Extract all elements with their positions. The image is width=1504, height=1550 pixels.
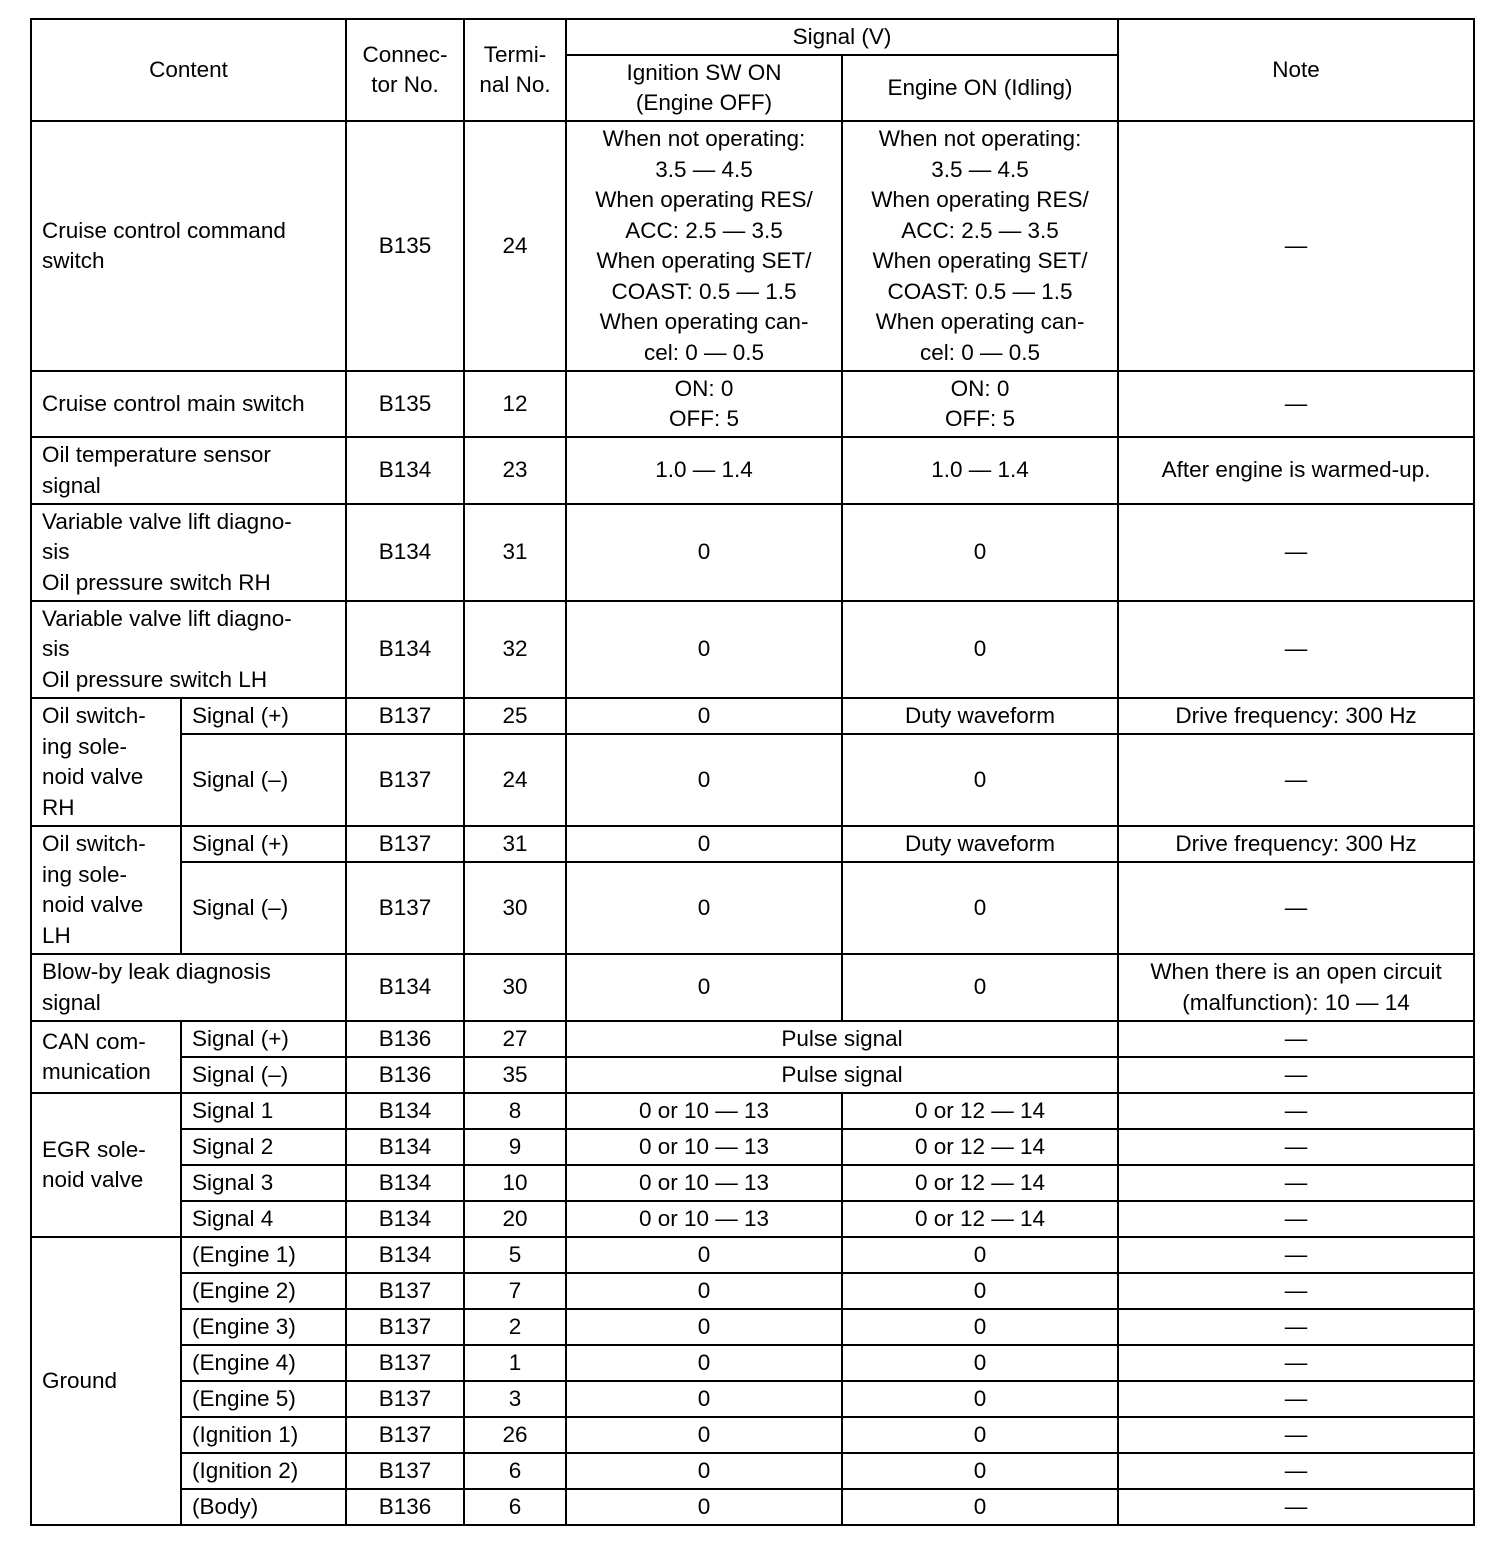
eng-value-cell: 0 or 12 — 14 xyxy=(842,1165,1118,1201)
table-row xyxy=(31,734,1474,826)
ign-value-cell: 0 xyxy=(566,1381,842,1417)
ign-value-cell: 0 xyxy=(566,601,842,698)
eng-value-cell: 0 xyxy=(842,954,1118,1021)
table-row xyxy=(31,1273,1474,1309)
terminal-cell: 6 xyxy=(464,1489,566,1525)
note-cell: — xyxy=(1118,1453,1474,1489)
table-row xyxy=(31,601,1474,698)
eng-value-cell: 0 xyxy=(842,1237,1118,1273)
connector-cell: B137 xyxy=(346,1417,464,1453)
eng-value-cell: 0 xyxy=(842,862,1118,954)
note-cell: — xyxy=(1118,862,1474,954)
note-cell: When there is an open circuit (malfunction): 10 — 14 xyxy=(1118,954,1474,1021)
row-label: Variable valve lift diagno- sis Oil pressure switch LH xyxy=(31,601,346,698)
header-engine-on: Engine ON (Idling) xyxy=(842,55,1118,121)
sub-label: Signal 3 xyxy=(181,1165,346,1201)
connector-cell: B137 xyxy=(346,1345,464,1381)
connector-cell: B137 xyxy=(346,1381,464,1417)
eng-value-cell: 0 xyxy=(842,1453,1118,1489)
group-label: Oil switch- ing sole- noid valve LH xyxy=(31,826,181,954)
note-cell: — xyxy=(1118,734,1474,826)
table-row xyxy=(31,826,1474,862)
terminal-cell: 20 xyxy=(464,1201,566,1237)
signal-table-document xyxy=(30,18,1475,1526)
terminal-cell: 1 xyxy=(464,1345,566,1381)
ign-value-cell: 0 xyxy=(566,1489,842,1525)
sub-label: Signal (–) xyxy=(181,1057,346,1093)
connector-cell: B137 xyxy=(346,734,464,826)
row-label: Cruise control main switch xyxy=(31,371,346,437)
table-row xyxy=(31,862,1474,954)
eng-value-cell: 0 xyxy=(842,1273,1118,1309)
sub-label: (Ignition 1) xyxy=(181,1417,346,1453)
connector-cell: B134 xyxy=(346,954,464,1021)
sub-label: Signal (+) xyxy=(181,1021,346,1057)
header-terminal: Termi- nal No. xyxy=(464,19,566,121)
note-cell: — xyxy=(1118,504,1474,601)
sub-label: (Engine 3) xyxy=(181,1309,346,1345)
connector-cell: B134 xyxy=(346,1201,464,1237)
table-row xyxy=(31,1129,1474,1165)
eng-value-cell: 1.0 — 1.4 xyxy=(842,437,1118,504)
ign-value-cell: 0 xyxy=(566,1417,842,1453)
header-note: Note xyxy=(1118,19,1474,121)
row-label: Blow-by leak diagnosis signal xyxy=(31,954,346,1021)
note-cell: — xyxy=(1118,1201,1474,1237)
table-row xyxy=(31,1237,1474,1273)
connector-cell: B136 xyxy=(346,1057,464,1093)
eng-value-cell: 0 xyxy=(842,1489,1118,1525)
sub-label: (Engine 4) xyxy=(181,1345,346,1381)
table-row xyxy=(31,1201,1474,1237)
note-cell: — xyxy=(1118,1309,1474,1345)
note-cell: Drive frequency: 300 Hz xyxy=(1118,698,1474,734)
group-label: Oil switch- ing sole- noid valve RH xyxy=(31,698,181,826)
eng-value-cell: Duty waveform xyxy=(842,698,1118,734)
connector-cell: B134 xyxy=(346,1237,464,1273)
sub-label: Signal 4 xyxy=(181,1201,346,1237)
ign-value-cell: ON: 0 OFF: 5 xyxy=(566,371,842,437)
table-row xyxy=(31,1453,1474,1489)
table-row xyxy=(31,698,1474,734)
terminal-cell: 24 xyxy=(464,121,566,371)
note-cell: — xyxy=(1118,121,1474,371)
connector-cell: B137 xyxy=(346,698,464,734)
ign-value-cell: 0 xyxy=(566,698,842,734)
table-row xyxy=(31,954,1474,1021)
eng-value-cell: 0 or 12 — 14 xyxy=(842,1093,1118,1129)
terminal-cell: 10 xyxy=(464,1165,566,1201)
note-cell: — xyxy=(1118,371,1474,437)
note-cell: — xyxy=(1118,1489,1474,1525)
eng-value-cell: 0 or 12 — 14 xyxy=(842,1201,1118,1237)
header-row xyxy=(31,19,1474,55)
ign-value-cell: 0 or 10 — 13 xyxy=(566,1165,842,1201)
terminal-cell: 30 xyxy=(464,862,566,954)
ign-value-cell: 0 xyxy=(566,826,842,862)
ign-value-cell: 0 xyxy=(566,734,842,826)
eng-value-cell: 0 or 12 — 14 xyxy=(842,1129,1118,1165)
table-row xyxy=(31,1057,1474,1093)
terminal-cell: 30 xyxy=(464,954,566,1021)
ign-value-cell: 0 xyxy=(566,1345,842,1381)
table-row xyxy=(31,504,1474,601)
eng-value-cell: When not operating: 3.5 — 4.5 When operating RES/ ACC: 2.5 — 3.5 When operating SET/ COAST: 0.5 — 1.5 When operating can- cel: 0 — 0.5 xyxy=(842,121,1118,371)
connector-cell: B134 xyxy=(346,1093,464,1129)
table-row xyxy=(31,437,1474,504)
eng-value-cell: 0 xyxy=(842,601,1118,698)
eng-value-cell: ON: 0 OFF: 5 xyxy=(842,371,1118,437)
terminal-cell: 31 xyxy=(464,504,566,601)
terminal-cell: 5 xyxy=(464,1237,566,1273)
terminal-cell: 26 xyxy=(464,1417,566,1453)
note-cell: — xyxy=(1118,1381,1474,1417)
ign-value-cell: When not operating: 3.5 — 4.5 When operating RES/ ACC: 2.5 — 3.5 When operating SET/ COAST: 0.5 — 1.5 When operating can- cel: 0 — 0.5 xyxy=(566,121,842,371)
ecm-signal-table xyxy=(30,18,1475,1526)
connector-cell: B137 xyxy=(346,1309,464,1345)
table-row xyxy=(31,1165,1474,1201)
eng-value-cell: 0 xyxy=(842,1417,1118,1453)
note-cell: — xyxy=(1118,1345,1474,1381)
terminal-cell: 8 xyxy=(464,1093,566,1129)
ign-value-cell: 0 xyxy=(566,1237,842,1273)
terminal-cell: 35 xyxy=(464,1057,566,1093)
sub-label: (Engine 2) xyxy=(181,1273,346,1309)
note-cell: Drive frequency: 300 Hz xyxy=(1118,826,1474,862)
eng-value-cell: Duty waveform xyxy=(842,826,1118,862)
connector-cell: B137 xyxy=(346,826,464,862)
sub-label: (Engine 1) xyxy=(181,1237,346,1273)
table-row xyxy=(31,1381,1474,1417)
table-row xyxy=(31,1417,1474,1453)
connector-cell: B136 xyxy=(346,1021,464,1057)
note-cell: — xyxy=(1118,1237,1474,1273)
sub-label: Signal (+) xyxy=(181,698,346,734)
terminal-cell: 12 xyxy=(464,371,566,437)
group-label: CAN com- munication xyxy=(31,1021,181,1093)
row-label: Oil temperature sensor signal xyxy=(31,437,346,504)
connector-cell: B135 xyxy=(346,121,464,371)
connector-cell: B134 xyxy=(346,437,464,504)
terminal-cell: 23 xyxy=(464,437,566,504)
signal-value-cell: Pulse signal xyxy=(566,1057,1118,1093)
sub-label: Signal 2 xyxy=(181,1129,346,1165)
table-row xyxy=(31,1489,1474,1525)
table-row xyxy=(31,371,1474,437)
eng-value-cell: 0 xyxy=(842,1381,1118,1417)
sub-label: Signal 1 xyxy=(181,1093,346,1129)
note-cell: — xyxy=(1118,601,1474,698)
note-cell: — xyxy=(1118,1165,1474,1201)
terminal-cell: 25 xyxy=(464,698,566,734)
table-row xyxy=(31,1021,1474,1057)
sub-label: Signal (+) xyxy=(181,826,346,862)
terminal-cell: 24 xyxy=(464,734,566,826)
note-cell: — xyxy=(1118,1021,1474,1057)
note-cell: — xyxy=(1118,1057,1474,1093)
connector-cell: B135 xyxy=(346,371,464,437)
ign-value-cell: 0 xyxy=(566,862,842,954)
row-label: Variable valve lift diagno- sis Oil pressure switch RH xyxy=(31,504,346,601)
signal-value-cell: Pulse signal xyxy=(566,1021,1118,1057)
terminal-cell: 32 xyxy=(464,601,566,698)
ign-value-cell: 1.0 — 1.4 xyxy=(566,437,842,504)
terminal-cell: 27 xyxy=(464,1021,566,1057)
connector-cell: B137 xyxy=(346,1273,464,1309)
eng-value-cell: 0 xyxy=(842,1345,1118,1381)
note-cell: — xyxy=(1118,1417,1474,1453)
sub-label: (Ignition 2) xyxy=(181,1453,346,1489)
table-row xyxy=(31,1345,1474,1381)
sub-label: (Engine 5) xyxy=(181,1381,346,1417)
header-signal: Signal (V) xyxy=(566,19,1118,55)
header-content: Content xyxy=(31,19,346,121)
group-label: EGR sole- noid valve xyxy=(31,1093,181,1237)
connector-cell: B137 xyxy=(346,862,464,954)
terminal-cell: 7 xyxy=(464,1273,566,1309)
sub-label: Signal (–) xyxy=(181,734,346,826)
note-cell: — xyxy=(1118,1129,1474,1165)
ign-value-cell: 0 xyxy=(566,1273,842,1309)
terminal-cell: 31 xyxy=(464,826,566,862)
terminal-cell: 6 xyxy=(464,1453,566,1489)
eng-value-cell: 0 xyxy=(842,734,1118,826)
ign-value-cell: 0 xyxy=(566,1309,842,1345)
ign-value-cell: 0 or 10 — 13 xyxy=(566,1093,842,1129)
note-cell: After engine is warmed-up. xyxy=(1118,437,1474,504)
connector-cell: B134 xyxy=(346,601,464,698)
header-connector: Connec- tor No. xyxy=(346,19,464,121)
connector-cell: B134 xyxy=(346,504,464,601)
row-label: Cruise control command switch xyxy=(31,121,346,371)
ign-value-cell: 0 or 10 — 13 xyxy=(566,1201,842,1237)
header-ignition-sw-on: Ignition SW ON (Engine OFF) xyxy=(566,55,842,121)
connector-cell: B136 xyxy=(346,1489,464,1525)
ign-value-cell: 0 xyxy=(566,954,842,1021)
group-label: Ground xyxy=(31,1237,181,1525)
terminal-cell: 2 xyxy=(464,1309,566,1345)
terminal-cell: 9 xyxy=(464,1129,566,1165)
connector-cell: B134 xyxy=(346,1129,464,1165)
connector-cell: B134 xyxy=(346,1165,464,1201)
terminal-cell: 3 xyxy=(464,1381,566,1417)
note-cell: — xyxy=(1118,1273,1474,1309)
table-row xyxy=(31,1093,1474,1129)
sub-label: Signal (–) xyxy=(181,862,346,954)
ign-value-cell: 0 xyxy=(566,504,842,601)
table-row xyxy=(31,1309,1474,1345)
eng-value-cell: 0 xyxy=(842,1309,1118,1345)
table-row xyxy=(31,121,1474,371)
ign-value-cell: 0 or 10 — 13 xyxy=(566,1129,842,1165)
connector-cell: B137 xyxy=(346,1453,464,1489)
note-cell: — xyxy=(1118,1093,1474,1129)
eng-value-cell: 0 xyxy=(842,504,1118,601)
ign-value-cell: 0 xyxy=(566,1453,842,1489)
sub-label: (Body) xyxy=(181,1489,346,1525)
